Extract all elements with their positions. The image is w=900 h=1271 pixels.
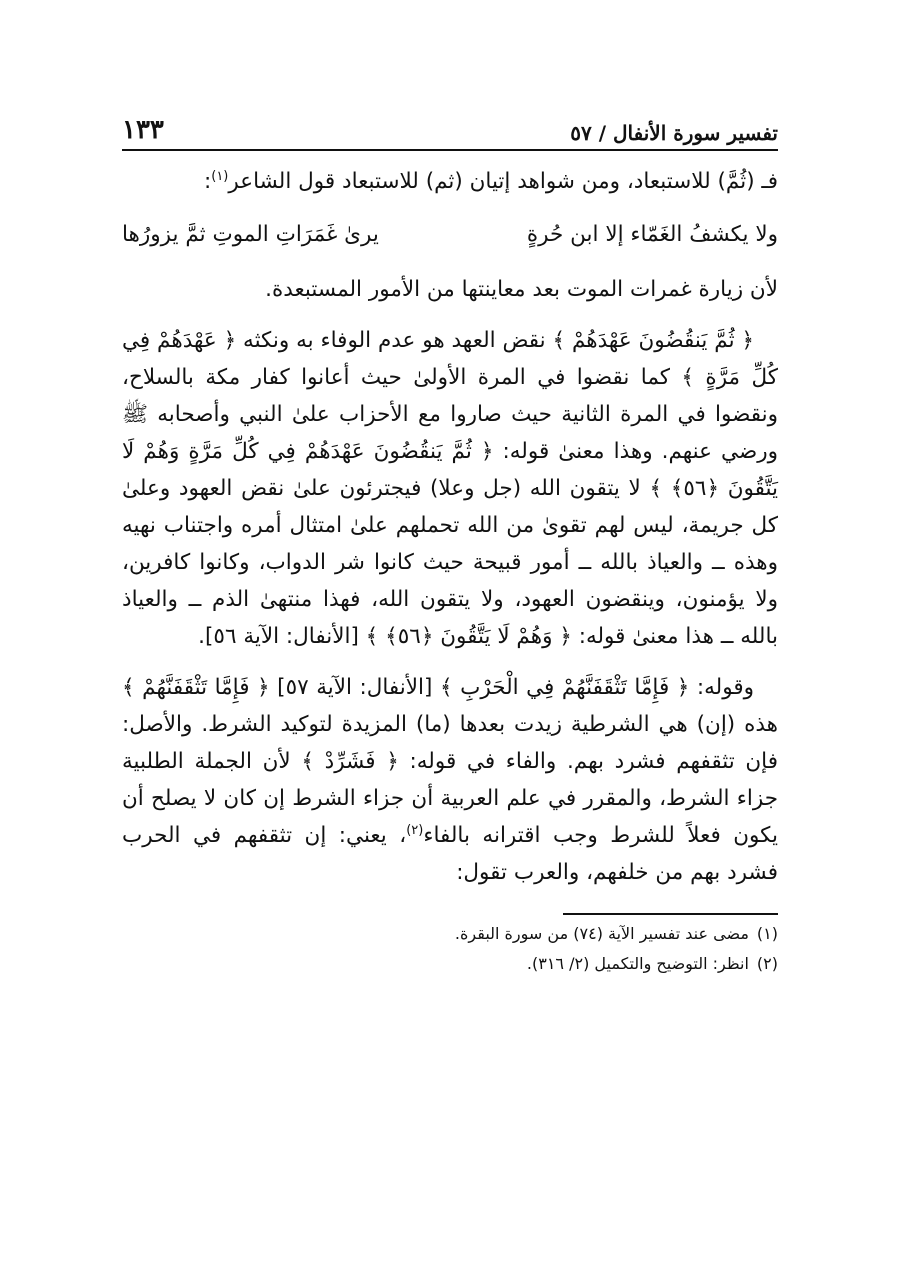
- paragraph-3-text-c: لا يتقون الله (جل وعلا) فيجترئون علىٰ نقض العهود وعلىٰ كل جريمة، ليس لهم تقوىٰ من الله تحملهم علىٰ امتثال أمره واجتناب نهيه وهذه ــ والعياذ بالله ــ أمور قبيحة حيث كانوا شر الدواب، وكانوا كافرين، ولا يؤمنون، وينقضون العهود، ولا يتقون الله، فهذا منتهىٰ الذم ــ والعياذ بالله ــ هذا معنىٰ قوله:: [122, 476, 778, 649]
- verse-second-hemistich: يرىٰ غَمَرَاتِ الموتِ ثمَّ يزورُها: [122, 222, 379, 247]
- paragraph-gap: [122, 655, 778, 669]
- footnote-ref-2: (٢): [406, 822, 424, 838]
- paragraph-4-text-d: لأن الجملة الطلبية جزاء الشرط، والمقرر في علم العربية أن جزاء الشرط إن كان لا يصلح أن يكون فعلاً للشرط وجب اقترانه بالفاء: [122, 749, 778, 848]
- paragraph-4-text-e: ، يعني: إن تثقفهم في الحرب فشرد بهم من خلفهم، والعرب تقول:: [122, 823, 778, 885]
- footnote-item: [122, 919, 778, 949]
- paragraph-gap: [122, 308, 778, 322]
- running-header: [122, 105, 778, 145]
- poetry-verse: [122, 216, 778, 253]
- footnote-separator: [563, 913, 778, 915]
- footnote-number: (١): [756, 924, 778, 943]
- quran-quote: ﴿ عَهْدَهُمْ فِي كُلِّ مَرَّةٍ ﴾: [122, 328, 778, 390]
- paragraph-4-text-a: وقوله:: [689, 675, 754, 700]
- book-page: [122, 105, 778, 979]
- paragraph-3-text-b: كما نقضوا في المرة الأولىٰ حيث أعانوا كفار مكة بالسلاح، ونقضوا في المرة الثانية حيث صاروا مع الأحزاب علىٰ النبي وأصحابه ﷺ ورضي عنهم. وهذا معنىٰ قوله:: [122, 365, 778, 464]
- page-number: ١٣٣: [122, 115, 164, 145]
- paragraph-3-text-a: نقض العهد هو عدم الوفاء به ونكثه: [236, 328, 553, 353]
- main-text: [122, 163, 778, 891]
- paragraph-3-text-d: [الأنفال: الآية ٥٦].: [198, 624, 366, 649]
- footnote-ref-1: (١): [211, 168, 229, 184]
- footnote-number: (٢): [756, 954, 778, 973]
- quran-quote: ﴿ فَإِمَّا تَثْقَفَنَّهُمْ ﴾: [122, 675, 270, 700]
- verse-first-hemistich: ولا يكشفُ الغَمّاء إلا ابن حُرةٍ: [526, 222, 778, 247]
- paragraph-1: [122, 163, 778, 200]
- paragraph-1-text: فـ (ثُمَّ) للاستبعاد، ومن شواهد إتيان (ثم) للاستبعاد قول الشاعر: [228, 169, 778, 194]
- paragraph-4-text-b: [الأنفال: الآية ٥٧]: [269, 675, 440, 700]
- paragraph-1-end: :: [203, 169, 212, 194]
- footnote-text: انظر: التوضيح والتكميل (٢/ ٣١٦).: [526, 954, 749, 973]
- paragraph-3: [122, 322, 778, 655]
- header-rule: [122, 149, 778, 151]
- header-title: تفسير سورة الأنفال / ٥٧: [570, 121, 778, 145]
- quran-quote: ﴿ ثُمَّ يَنقُضُونَ عَهْدَهُمْ فِي كُلِّ مَرَّةٍ وَهُمْ لَا يَتَّقُونَ ﴿٥٦﴾ ﴾: [122, 439, 778, 501]
- paragraph-4-text-c: هذه (إن) هي الشرطية زيدت بعدها (ما) المزيدة لتوكيد الشرط. والأصل: فإن تثقفهم فشرد بهم. والفاء في قوله:: [122, 712, 778, 774]
- quran-quote: ﴿ ثُمَّ يَنقُضُونَ عَهْدَهُمْ ﴾: [552, 328, 755, 353]
- footnote-text: مضى عند تفسير الآية (٧٤) من سورة البقرة.: [454, 924, 749, 943]
- quran-quote: ﴿ وَهُمْ لَا يَتَّقُونَ ﴿٥٦﴾ ﴾: [365, 624, 572, 649]
- quran-quote: ﴿ فَإِمَّا تَثْقَفَنَّهُمْ فِي الْحَرْبِ ﴾: [439, 675, 690, 700]
- footnote-item: [122, 949, 778, 979]
- paragraph-4: [122, 669, 778, 891]
- paragraph-2: لأن زيارة غمرات الموت بعد معاينتها من الأمور المستبعدة.: [265, 277, 778, 302]
- quran-quote: ﴿ فَشَرِّدْ ﴾: [301, 749, 399, 774]
- footnotes: [122, 919, 778, 979]
